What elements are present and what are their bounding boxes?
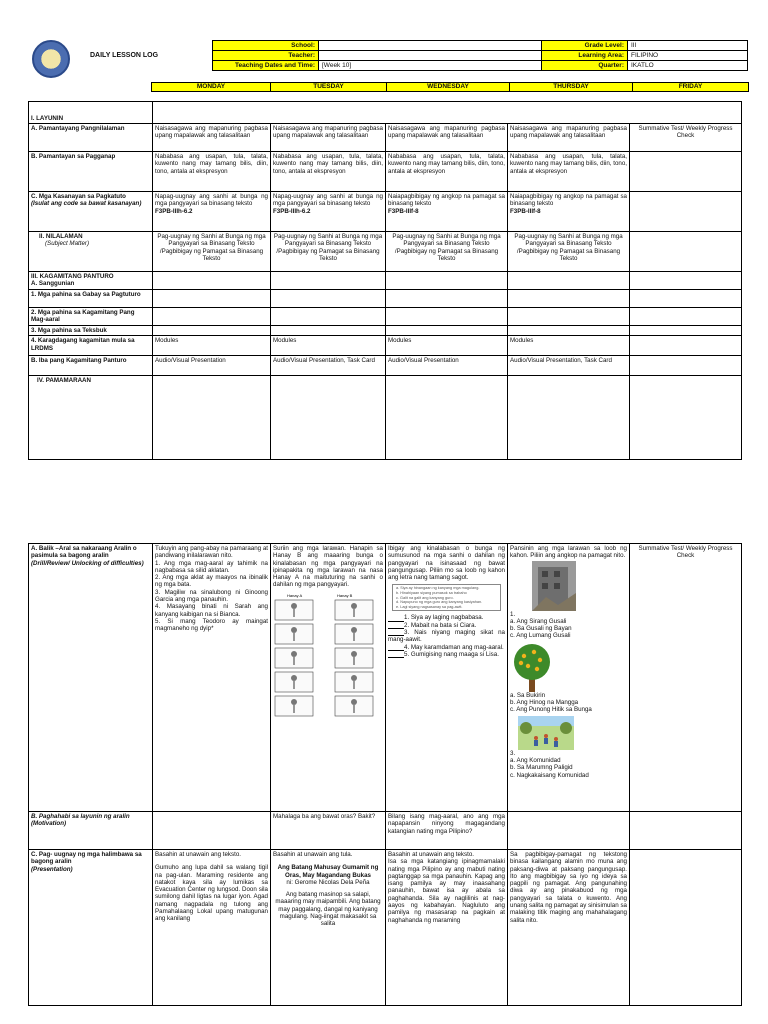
kasanayan-label: C. Mga Kasanayan sa Pagkatuto — [31, 193, 126, 200]
gabay-mon — [153, 290, 271, 308]
layunin-heading: I. LAYUNIN — [29, 102, 153, 124]
lesson-table-objectives — [28, 101, 742, 460]
iba-mon: Audio/Visual Presentation — [153, 356, 271, 376]
paghahabi-label-cell — [29, 812, 153, 850]
balik-aral-wed-text: Ibigay ang kinalabasan o bunga ng sumusunod na mga sanhi o dahilan ng pangyayari na isinasaad ng bawat pangungusap. Piliin mo sa loob ng kahon ang letra nang tamang sagot. — [388, 545, 505, 582]
choice-c: c. Galit na galit ang kanyang guro. — [396, 595, 454, 600]
thu-set-1-num: 1. — [510, 610, 516, 618]
layunin-blank — [153, 102, 742, 124]
dates-value: [Week 10] — [319, 61, 542, 71]
kagamitang-mag-aaral-label: 2. Mga pahina sa Kagamitang Pang Mag-aaral — [29, 308, 153, 326]
lrdms-wed: Modules — [386, 336, 508, 356]
kasanayan-label-cell — [29, 192, 153, 232]
thu-set-1-c: c. Ang Lumang Gusali — [510, 632, 571, 640]
pag-uugnay-mon-text: Gumuho ang lupa dahil sa walang tigil na pag-ulan. Maraming residente ang natakot kaya sila ay lumikas sa Evacuation Center ng lungsod. Doon sila sumilong dahil ligtas na lugar iyon. Agad namang nagpadala ng tulong ang Pamahalaang Lokal upang matugunan ang kanilang — [155, 864, 268, 923]
pag-uugnay-wed-head: Basahin at unawain ang teksto. — [388, 851, 474, 858]
header-right-fields — [541, 40, 748, 71]
paghahabi-thu — [508, 812, 630, 850]
kasanayan-tue-code: F3PB-IIIh-6.2 — [273, 207, 311, 215]
nilalaman-tue: Pag-uugnay ng Sanhi at Bunga ng mga Pangyayari sa Binasang Teksto /Pagbibigay ng Pamagat sa Binasang Teksto — [271, 232, 386, 272]
balik-aral-mon-intro: Tukuyin ang pang-abay na pamaraang at pandiwang inilalarawan nito. — [155, 545, 268, 560]
lrdms-label: 4. Karagdagang kagamitan mula sa LRDMS — [29, 336, 153, 356]
paghahabi-wed: Bilang isang mag-aaral, ano ang mga napapansin ninyong magagandang katangian nating mga Pilipino? — [386, 812, 508, 850]
document-title: DAILY LESSON LOG — [90, 52, 159, 59]
kagamitan-label-cell — [29, 272, 153, 290]
thu-set-3-b: b. Sa Marumng Paligid — [510, 764, 573, 772]
kasanayan-fri — [630, 192, 742, 232]
iba-kagamitan-label: B. Iba pang Kagamitang Panturo — [29, 356, 153, 376]
iba-tue: Audio/Visual Presentation, Task Card — [271, 356, 386, 376]
km-tue — [271, 308, 386, 326]
day-wednesday: WEDNESDAY — [387, 83, 510, 92]
paghahabi-label: B. Paghahabi sa layunin ng aralin — [31, 813, 130, 820]
pag-uugnay-label: C. Pag- uugnay ng mga halimbawa sa bagong aralin — [31, 851, 142, 866]
kasanayan-tue — [271, 192, 386, 232]
teksbuk-label: 3. Mga pahina sa Teksbuk — [29, 326, 153, 336]
nilalaman-wed: Pag-uugnay ng Sanhi at Bunga ng mga Pangyayari sa Binasang Teksto /Pagbibigay ng Pamagat sa Binasang Teksto — [386, 232, 508, 272]
lrdms-mon: Modules — [153, 336, 271, 356]
pam-tue — [271, 376, 386, 460]
nilalaman-label: II. NILALAMAN — [39, 233, 83, 240]
wed-item-4: 4. May karamdaman ang mag-aaral. — [388, 644, 505, 651]
teks-tue — [271, 326, 386, 336]
balik-aral-mon-item-5: 5. Si mang Teodoro ay maingat magmaneho ng dyip* — [155, 617, 268, 633]
gabay-thu — [508, 290, 630, 308]
lrdms-fri — [630, 336, 742, 356]
pag-uugnay-tue-head: Basahin at unawain ang tula. — [273, 851, 353, 858]
thu-set-1-a: a. Ang Sirang Gusali — [510, 617, 567, 625]
ruined-building-image — [532, 561, 576, 611]
pamantayang-pangnilalaman-label: A. Pamantayang Pangnilalaman — [29, 124, 153, 152]
choice-b: b. Hinahiyaan siyang pumasok sa trabaho — [396, 591, 467, 596]
header-left-fields — [212, 40, 542, 71]
poem-body: Ang batang masinop sa salapi, maaaring may maipambili. Ang batang may paggalang, dangal ng kaniyang magulang. Nag-iingat makasakit sa salita — [275, 891, 381, 928]
school-label: School: — [213, 41, 319, 51]
kagamitan-thu — [508, 272, 630, 290]
kasanayan-thu-text: Naiapagbibigay ng angkop na pamagat sa binasang teksto — [510, 193, 627, 208]
wed-item-1: 1. Siya ay laging nagbabasa. — [388, 614, 505, 621]
gabay-wed — [386, 290, 508, 308]
thu-set-1-b: b. Sa Gusali ng Bayan — [510, 625, 572, 633]
nilalaman-thu: Pag-uugnay ng Sanhi at Bunga ng mga Pangyayari sa Binasang Teksto /Pagbibigay ng Pamagat sa Binasang Teksto — [508, 232, 630, 272]
choices-box — [392, 584, 501, 611]
kasanayan-thu-code: F3PB-IIIf-8 — [510, 207, 541, 215]
balik-aral-label: A. Balik –Aral sa nakaraang Aralin o pasimula sa bagong aralin — [31, 545, 137, 560]
poem-title: Ang Batang Mahusay Gumamit ng Oras, May Magandang Bukas — [277, 864, 379, 879]
pagganap-tue: Nababasa ang usapan, tula, talata, kuwento nang may tamang bilis, diin, tono, antala at ekspresyon — [271, 152, 386, 192]
thu-set-2-b: b. Ang Hinog na Mangga — [510, 699, 579, 707]
quarter-value: IKATLO — [628, 61, 748, 71]
teacher-label: Teacher: — [213, 51, 319, 61]
pag-uugnay-mon-head: Basahin at unawain ang teksto. — [155, 851, 241, 858]
thu-set-2-a: a. Sa Bukirin — [510, 691, 546, 699]
kasanayan-mon-text: Napag-uugnay ang sanhi at bunga ng mga pangyayari sa binasang teksto — [155, 193, 268, 208]
kasanayan-tue-text: Napag-uugnay ang sanhi at bunga ng mga pangyayari sa binasang teksto — [273, 193, 383, 208]
gabay-tue — [271, 290, 386, 308]
balik-aral-tue — [271, 544, 386, 812]
pamamaraan-label: IV. PAMAMARAAN — [29, 376, 153, 460]
balik-aral-wed — [386, 544, 508, 812]
kasanayan-thu — [508, 192, 630, 232]
teacher-value — [319, 51, 542, 61]
pangnilalaman-mon: Naisasagawa ang mapanuring pagbasa upang mapalawak ang talasalitaan — [153, 124, 271, 152]
day-monday: MONDAY — [152, 83, 271, 92]
pag-uugnay-tue — [271, 850, 386, 1006]
friday-summative-2: Summative Test/ Weekly Progress Check — [630, 544, 742, 812]
pagganap-fri — [630, 152, 742, 192]
kasanayan-sub: (Isulat ang code sa bawat kasanayan) — [31, 200, 142, 208]
hanay-a-label: Hanay A — [287, 592, 303, 598]
pangnilalaman-thu: Naisasagawa ang mapanuring pagbasa upang mapalawak ang talasalitaan — [508, 124, 630, 152]
thu-set-3-a: a. Ang Komunidad — [510, 756, 561, 764]
teks-fri — [630, 326, 742, 336]
pag-uugnay-label-cell — [29, 850, 153, 1006]
balik-aral-sub: (Drill/Review/ Unlocking of difficulties) — [31, 559, 144, 567]
gabay-fri — [630, 290, 742, 308]
iba-wed: Audio/Visual Presentation — [386, 356, 508, 376]
day-friday: FRIDAY — [633, 83, 749, 92]
balik-aral-mon — [153, 544, 271, 812]
paghahabi-mon — [153, 812, 271, 850]
teks-thu — [508, 326, 630, 336]
choice-e: e. Lagi siyang nagsasanay sa pag-awit. — [396, 604, 463, 609]
kasanayan-wed-text: Naiapagbibigay ng angkop na pamagat sa binasang teksto — [388, 193, 505, 208]
km-wed — [386, 308, 508, 326]
day-tuesday: TUESDAY — [271, 83, 387, 92]
pagganap-thu: Nababasa ang usapan, tula, talata, kuwento nang may tamang bilis, diin, tono, antala at ekspresyon — [508, 152, 630, 192]
wed-item-5: 5. Gumigising nang maaga si Lisa. — [388, 651, 505, 658]
balik-aral-thu — [508, 544, 630, 812]
kagamitan-tue — [271, 272, 386, 290]
sanggunian-label: A. Sanggunian — [31, 280, 75, 288]
thu-set-2-c: c. Ang Punong Hitik sa Bunga — [510, 706, 592, 714]
teks-wed — [386, 326, 508, 336]
choice-d: d. Napupuno ng mga guro ang kanyang kasiyahan. — [396, 600, 483, 605]
km-fri — [630, 308, 742, 326]
deped-seal-icon — [32, 40, 70, 78]
weekday-header — [151, 82, 749, 92]
kasanayan-wed-code: F3PB-IIIf-8 — [388, 207, 419, 215]
grade-label: Grade Level: — [542, 41, 628, 51]
friday-summative-1: Summative Test/ Weekly Progress Check — [630, 124, 742, 152]
pam-wed — [386, 376, 508, 460]
pangnilalaman-tue: Naisasagawa ang mapanuring pagbasa upang mapalawak ang talasalitaan — [271, 124, 386, 152]
paghahabi-fri — [630, 812, 742, 850]
nilalaman-mon: Pag-uugnay ng Sanhi at Bunga ng mga Pangyayari sa Binasang Teksto /Pagbibigay ng Pamagat sa Binasang Teksto — [153, 232, 271, 272]
lesson-table-procedures — [28, 543, 742, 1006]
pag-uugnay-sub: (Presentation) — [31, 865, 73, 873]
kagamitan-fri — [630, 272, 742, 290]
pamantayan-pagganap-label: B. Pamantayan sa Pagganap — [29, 152, 153, 192]
dates-label: Teaching Dates and Time: — [213, 61, 319, 71]
thu-set-3-num: 3. — [510, 749, 516, 757]
choice-a: a. Siya ay hinangaan ng kanyang mga magulang. — [396, 586, 480, 591]
hanay-matching-image — [273, 591, 381, 719]
kagamitan-wed — [386, 272, 508, 290]
iba-thu: Audio/Visual Presentation, Task Card — [508, 356, 630, 376]
pag-uugnay-thu: Sa pagbibigay-pamagat ng tekstong binasa kailangang alamin mo muna ang paksang-diwa at paksang pangungusap. Ito ang magbibigay sa iyo ng ideya sa pagpili ng pamagat. Ang pangunahing diwa ay ang pinakabuod ng mga pangyayari sa talata o kuwento. Ang unang salita ng pamagat ay sinisimulan sa malaking titik maging ang mahahalagang salita nito. — [508, 850, 630, 1006]
pag-uugnay-wed-text: Isa sa mga katangiang ipinagmamalaki nating mga Pilipino ay ang mabuti nating pagtanggap sa mga panauhin. Kapag ang isang pamilya ay may inaasahang panauhin, bawat isa ay abala sa paghahanda. Sila ay naglilinis at nag-aayos ng kabahayan. Nagluluto ang pamilya ng masasarap na pagkain at naghahanda ng maraming — [388, 858, 505, 924]
balik-aral-tue-text: Suriin ang mga larawan. Hanapin sa Hanay B ang maaaring bunga o kinalabasan ng mga pangyayari na ipinapakita ng mga larawan na nasa Hanay A na maituturing na sanhi o dahilan ng mga pangyayari. — [273, 545, 383, 589]
nilalaman-sub: (Subject Matter) — [45, 240, 90, 248]
mango-tree-image — [512, 642, 552, 692]
teks-mon — [153, 326, 271, 336]
balik-aral-mon-item-3: 3. Magiliw na sinalubong ni Ginoong Garcia ang mga panauhin. — [155, 588, 268, 604]
kagamitan-label: III. KAGAMITANG PANTURO — [31, 273, 114, 280]
wed-item-2: 2. Mabait na bata si Ciara. — [388, 622, 505, 629]
pag-uugnay-fri — [630, 850, 742, 1006]
km-thu — [508, 308, 630, 326]
pam-thu — [508, 376, 630, 460]
balik-aral-mon-item-2: 2. Ang mga aklat ay maayos na ibinalik ng mga bata. — [155, 574, 268, 589]
quarter-label: Quarter: — [542, 61, 628, 71]
iba-fri — [630, 356, 742, 376]
balik-aral-mon-item-4: 4. Masayang binati ni Sarah ang kanyang kaibigan na si Bianca. — [155, 603, 268, 618]
kagamitan-mon — [153, 272, 271, 290]
grade-value: III — [628, 41, 748, 51]
kasanayan-wed — [386, 192, 508, 232]
paghahabi-tue: Mahalaga ba ang bawat oras? Bakit? — [271, 812, 386, 850]
nilalaman-label-cell — [29, 232, 153, 272]
pag-uugnay-wed — [386, 850, 508, 1006]
pam-mon — [153, 376, 271, 460]
day-thursday: THURSDAY — [510, 83, 633, 92]
balik-aral-label-cell — [29, 544, 153, 812]
lrdms-thu: Modules — [508, 336, 630, 356]
community-image — [518, 716, 574, 750]
wed-item-3: 3. Nais niyang maging sikat na mang-aawit. — [388, 629, 505, 644]
balik-aral-mon-item-1: 1. Ang mga mag-aaral ay tahimik na nagbabasa sa silid aklatan. — [155, 559, 268, 574]
balik-aral-thu-text: Pansinin ang mga larawan sa loob ng kahon. Piliin ang angkop na pamagat nito. — [510, 545, 627, 560]
hanay-b-label: Hanay B — [337, 592, 353, 598]
pag-uugnay-mon — [153, 850, 271, 1006]
nilalaman-fri — [630, 232, 742, 272]
pagganap-wed: Nababasa ang usapan, tula, talata, kuwento nang may tamang bilis, diin, tono, antala at ekspresyon — [386, 152, 508, 192]
km-mon — [153, 308, 271, 326]
thu-set-3-c: c. Nagkakaisang Komunidad — [510, 771, 589, 779]
area-label: Learning Area: — [542, 51, 628, 61]
gabay-label: 1. Mga pahina sa Gabay sa Pagtuturo — [29, 290, 153, 308]
paghahabi-sub: (Motivation) — [31, 820, 67, 828]
pam-fri — [630, 376, 742, 460]
school-value — [319, 41, 542, 51]
pagganap-mon: Nababasa ang usapan, tula, talata, kuwento nang may tamang bilis, diin, tono, antala at ekspresyon — [153, 152, 271, 192]
area-value: FILIPINO — [628, 51, 748, 61]
pangnilalaman-wed: Naisasagawa ang mapanuring pagbasa upang mapalawak ang talasalitaan — [386, 124, 508, 152]
lrdms-tue: Modules — [271, 336, 386, 356]
kasanayan-mon — [153, 192, 271, 232]
kasanayan-mon-code: F3PB-IIIh-6.2 — [155, 207, 193, 215]
poem-author: ni: Gerome Nicolas Dela Peña — [286, 878, 370, 886]
